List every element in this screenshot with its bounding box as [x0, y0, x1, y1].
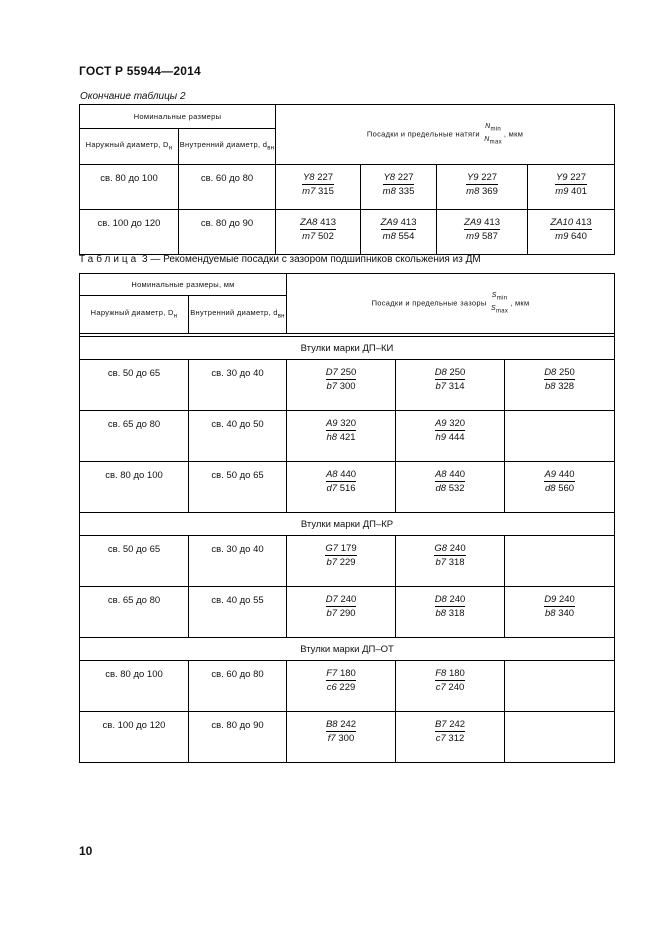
table2-caption: Окончание таблицы 2 — [80, 91, 186, 102]
fit-bottom — [300, 230, 336, 243]
group-title: Втулки марки ДП–ОТ — [80, 638, 615, 661]
max-value: 300 — [339, 381, 356, 392]
shaft-tolerance: c6 — [326, 682, 337, 693]
size-cell: св. 50 до 65 — [189, 462, 287, 513]
min-value: 440 — [340, 469, 357, 480]
shaft-tolerance: d7 — [326, 483, 338, 494]
fit-bottom — [464, 230, 500, 243]
fit-cell — [287, 661, 396, 712]
min-value: 240 — [340, 594, 357, 605]
table2-col-inner-sub: вн — [267, 145, 275, 152]
table3-caption — [79, 254, 481, 265]
fit-bottom — [550, 230, 591, 243]
min-value: 240 — [558, 594, 575, 605]
min-value: 227 — [481, 172, 498, 183]
table3-fits-header-prefix: Посадки и предельные зазоры — [371, 298, 487, 308]
table3-caption-text: 3 — Рекомендуемые посадки с зазором подшипников скольжения из ДМ — [142, 254, 481, 265]
group-title: Втулки марки ДП–КР — [80, 513, 615, 536]
max-value: 314 — [448, 381, 465, 392]
size-cell: св. 80 до 90 — [189, 712, 287, 763]
max-value: 318 — [448, 557, 465, 568]
fit-cell — [396, 587, 505, 638]
fit-bottom — [435, 380, 466, 393]
max-value: 300 — [338, 733, 355, 744]
fit-fraction — [435, 417, 465, 444]
table2-col-outer-sub: н — [168, 145, 173, 152]
min-value: 413 — [320, 217, 336, 228]
hole-tolerance: ZA9 — [380, 217, 398, 228]
table-row — [80, 210, 615, 255]
fit-fraction — [325, 542, 356, 569]
max-value: 340 — [558, 608, 575, 619]
size-cell: св. 100 до 120 — [80, 712, 189, 763]
size-cell: св. 40 до 50 — [189, 411, 287, 462]
shaft-tolerance: m9 — [555, 231, 569, 242]
fit-cell — [396, 360, 505, 411]
shaft-tolerance: b7 — [435, 381, 447, 392]
fit-top — [464, 216, 500, 230]
fit-cell — [287, 536, 396, 587]
min-value: 250 — [340, 367, 357, 378]
group-row — [80, 638, 615, 661]
table3-fits-unit: , мкм — [510, 298, 530, 308]
fit-top — [544, 366, 575, 380]
table2-nmin-sub: min — [490, 126, 502, 133]
fit-fraction — [544, 593, 575, 620]
hole-tolerance: D8 — [544, 367, 557, 378]
hole-tolerance: ZA9 — [464, 217, 482, 228]
size-cell: св. 65 до 80 — [80, 411, 189, 462]
fit-cell — [505, 411, 615, 462]
shaft-tolerance: d8 — [435, 483, 447, 494]
fit-top — [435, 417, 465, 431]
min-value: 320 — [449, 418, 466, 429]
max-value: 318 — [448, 608, 465, 619]
fit-top — [466, 171, 498, 185]
fit-bottom — [466, 185, 498, 198]
fit-fraction — [550, 216, 591, 243]
fit-top — [325, 542, 356, 556]
min-value: 242 — [449, 719, 466, 730]
table3-smin: S — [491, 292, 497, 300]
fit-bottom — [326, 681, 356, 694]
shaft-tolerance: b8 — [435, 608, 447, 619]
shaft-tolerance: c7 — [435, 682, 446, 693]
fit-cell — [528, 210, 615, 255]
fit-bottom — [434, 556, 465, 569]
fit-cell — [505, 360, 615, 411]
fit-top — [435, 366, 466, 380]
table3-nominal-header: Номинальные размеры, мм — [80, 274, 287, 296]
min-value: 440 — [449, 469, 466, 480]
hole-tolerance: B7 — [434, 719, 447, 730]
min-value: 413 — [400, 217, 417, 228]
max-value: 229 — [339, 682, 356, 693]
max-value: 532 — [448, 483, 465, 494]
fit-cell — [396, 661, 505, 712]
size-cell: св. 50 до 65 — [80, 536, 189, 587]
fit-cell — [505, 712, 615, 763]
size-cell: св. 80 до 100 — [80, 462, 189, 513]
table2-nmin: N — [485, 123, 491, 131]
size-cell: св. 80 до 100 — [80, 165, 179, 210]
hole-tolerance: F8 — [435, 668, 447, 679]
page-number: 10 — [79, 844, 93, 858]
fit-top — [381, 216, 417, 230]
fit-cell — [396, 411, 505, 462]
hole-tolerance: ZA8 — [300, 217, 318, 228]
hole-tolerance: A8 — [434, 469, 447, 480]
fit-cell — [276, 165, 361, 210]
fit-top — [550, 216, 591, 230]
table3-col-outer-sub: н — [173, 313, 178, 320]
fit-fraction — [434, 542, 465, 569]
table2-fits-fraction — [484, 122, 502, 147]
shaft-tolerance: f7 — [327, 733, 336, 744]
fit-cell — [287, 587, 396, 638]
fit-cell — [396, 536, 505, 587]
size-cell: св. 100 до 120 — [80, 210, 179, 255]
table2-col-outer-label: Наружный диаметр, D — [85, 139, 169, 149]
fit-bottom — [544, 482, 574, 495]
fit-top — [434, 542, 465, 556]
fit-fraction — [326, 593, 357, 620]
max-value: 290 — [339, 608, 356, 619]
shaft-tolerance: d8 — [544, 483, 556, 494]
shaft-tolerance: m8 — [466, 186, 480, 197]
shaft-tolerance: h9 — [435, 432, 447, 443]
fit-bottom — [302, 185, 334, 198]
table-row — [80, 712, 615, 763]
fit-fraction — [464, 216, 500, 243]
min-value: 413 — [484, 217, 500, 228]
size-cell: св. 80 до 100 — [80, 661, 189, 712]
shaft-tolerance: b7 — [326, 608, 338, 619]
table3-fits-header — [287, 274, 615, 334]
min-value: 227 — [397, 172, 414, 183]
shaft-tolerance: b7 — [326, 557, 338, 568]
fit-bottom — [435, 681, 465, 694]
shaft-tolerance: m7 — [302, 231, 316, 242]
min-value: 179 — [340, 543, 357, 554]
fit-top — [555, 171, 587, 185]
shaft-tolerance: m7 — [302, 186, 316, 197]
fit-fraction — [435, 468, 465, 495]
size-cell: св. 60 до 80 — [179, 165, 276, 210]
table3-smax-sub: max — [495, 307, 509, 314]
fit-fraction — [544, 468, 574, 495]
table-row — [80, 587, 615, 638]
fit-top — [383, 171, 415, 185]
fit-top — [326, 718, 356, 732]
min-value: 240 — [449, 543, 466, 554]
hole-tolerance: A9 — [544, 469, 557, 480]
fit-bottom — [326, 607, 357, 620]
fit-top — [544, 468, 574, 482]
max-value: 312 — [448, 733, 465, 744]
min-value: 180 — [339, 668, 356, 679]
fit-fraction — [326, 667, 356, 694]
hole-tolerance: Y9 — [555, 172, 568, 183]
fit-cell — [505, 587, 615, 638]
fit-bottom — [326, 431, 356, 444]
hole-tolerance: A9 — [325, 418, 338, 429]
fit-top — [326, 593, 357, 607]
fit-cell — [505, 462, 615, 513]
fit-bottom — [435, 607, 466, 620]
min-value: 250 — [558, 367, 575, 378]
table2-nmax-sub: max — [489, 138, 502, 145]
table2-fits-unit: , мкм — [503, 129, 524, 139]
hole-tolerance: Y8 — [302, 172, 315, 183]
fit-fraction — [435, 667, 465, 694]
size-cell: св. 30 до 40 — [189, 360, 287, 411]
min-value: 413 — [575, 217, 592, 228]
min-value: 227 — [317, 172, 334, 183]
max-value: 554 — [398, 231, 415, 242]
shaft-tolerance: b8 — [544, 381, 556, 392]
fit-bottom — [326, 732, 356, 745]
table-row — [80, 462, 615, 513]
fit-cell — [287, 462, 396, 513]
table3-col-inner-label: Внутренний диаметр, d — [190, 307, 278, 317]
fit-top — [326, 468, 356, 482]
table-row — [80, 360, 615, 411]
fit-cell — [437, 165, 528, 210]
min-value: 250 — [449, 367, 466, 378]
max-value: 516 — [339, 483, 356, 494]
fit-fraction — [326, 366, 357, 393]
shaft-tolerance: m9 — [555, 186, 569, 197]
max-value: 229 — [339, 557, 356, 568]
fit-cell — [276, 210, 361, 255]
table-row — [80, 411, 615, 462]
table3-col-inner — [189, 296, 287, 334]
fit-fraction — [302, 171, 334, 198]
fit-top — [435, 593, 466, 607]
table2 — [79, 104, 615, 255]
fit-fraction — [555, 171, 587, 198]
size-cell: св. 65 до 80 — [80, 587, 189, 638]
fit-bottom — [435, 732, 465, 745]
size-cell: св. 80 до 90 — [179, 210, 276, 255]
min-value: 440 — [558, 469, 575, 480]
fit-bottom — [435, 482, 465, 495]
hole-tolerance: Y9 — [466, 172, 479, 183]
min-value: 320 — [340, 418, 357, 429]
table2-nmax: N — [484, 135, 490, 143]
fit-bottom — [326, 380, 357, 393]
fit-fraction — [435, 593, 466, 620]
hole-tolerance: G7 — [325, 543, 339, 554]
fit-cell — [505, 536, 615, 587]
fit-bottom — [544, 380, 575, 393]
max-value: 502 — [318, 231, 334, 242]
fit-top — [326, 667, 356, 681]
fit-bottom — [544, 607, 575, 620]
table-row — [80, 661, 615, 712]
fit-fraction — [435, 718, 465, 745]
fit-fraction — [383, 171, 415, 198]
fit-fraction — [300, 216, 336, 243]
fit-bottom — [383, 185, 415, 198]
min-value: 227 — [570, 172, 587, 183]
table2-col-inner-label: Внутренний диаметр, d — [179, 139, 268, 149]
max-value: 401 — [571, 186, 587, 197]
shaft-tolerance: h8 — [326, 432, 338, 443]
group-row — [80, 513, 615, 536]
table3-smin-sub: min — [496, 295, 508, 302]
table2-col-inner — [179, 129, 276, 165]
max-value: 560 — [558, 483, 575, 494]
fit-top — [326, 417, 356, 431]
hole-tolerance: D8 — [434, 367, 447, 378]
max-value: 444 — [448, 432, 465, 443]
hole-tolerance: D7 — [325, 367, 338, 378]
fit-fraction — [544, 366, 575, 393]
table3-fits-fraction — [491, 291, 508, 316]
max-value: 240 — [448, 682, 465, 693]
fit-cell — [437, 210, 528, 255]
fit-bottom — [326, 482, 356, 495]
table3-smax: S — [490, 304, 496, 312]
fit-fraction — [326, 718, 356, 745]
fit-fraction — [326, 468, 356, 495]
size-cell: св. 60 до 80 — [189, 661, 287, 712]
shaft-tolerance: c7 — [435, 733, 446, 744]
size-cell: св. 40 до 55 — [189, 587, 287, 638]
shaft-tolerance: b7 — [435, 557, 447, 568]
max-value: 315 — [318, 186, 334, 197]
fit-bottom — [555, 185, 587, 198]
group-title: Втулки марки ДП–КИ — [80, 337, 615, 360]
table2-nominal-header: Номинальные размеры — [80, 105, 276, 129]
fit-top — [326, 366, 357, 380]
min-value: 180 — [448, 668, 465, 679]
size-cell: св. 30 до 40 — [189, 536, 287, 587]
hole-tolerance: ZA10 — [550, 217, 574, 228]
max-value: 335 — [398, 186, 415, 197]
hole-tolerance: D7 — [325, 594, 338, 605]
table3-col-outer — [80, 296, 189, 334]
fit-top — [300, 216, 336, 230]
hole-tolerance: A8 — [325, 469, 338, 480]
max-value: 328 — [558, 381, 575, 392]
document-header: ГОСТ Р 55944—2014 — [79, 64, 201, 78]
hole-tolerance: F7 — [326, 668, 338, 679]
fit-cell — [528, 165, 615, 210]
fit-bottom — [381, 230, 417, 243]
fit-fraction — [466, 171, 498, 198]
table2-fits-header — [276, 105, 615, 165]
table2-fits-header-prefix: Посадки и предельные натяги — [366, 129, 480, 139]
fit-cell — [287, 360, 396, 411]
fit-top — [435, 667, 465, 681]
max-value: 640 — [571, 231, 587, 242]
hole-tolerance: D8 — [434, 594, 447, 605]
table3-caption-label: Таблица — [79, 254, 140, 265]
max-value: 369 — [482, 186, 498, 197]
hole-tolerance: Y8 — [383, 172, 396, 183]
group-row — [80, 337, 615, 360]
shaft-tolerance: b7 — [326, 381, 338, 392]
fit-top — [435, 718, 465, 732]
table3-col-outer-label: Наружный диаметр, D — [90, 307, 174, 317]
fit-cell — [287, 411, 396, 462]
min-value: 240 — [449, 594, 466, 605]
fit-bottom — [435, 431, 465, 444]
fit-fraction — [435, 366, 466, 393]
fit-cell — [287, 712, 396, 763]
hole-tolerance: A9 — [434, 418, 447, 429]
size-cell: св. 50 до 65 — [80, 360, 189, 411]
fit-cell — [396, 462, 505, 513]
fit-cell — [505, 661, 615, 712]
fit-top — [544, 593, 575, 607]
fit-cell — [361, 210, 437, 255]
table3 — [79, 273, 615, 763]
table3-col-inner-sub: вн — [277, 313, 285, 320]
shaft-tolerance: b8 — [544, 608, 556, 619]
max-value: 421 — [339, 432, 356, 443]
hole-tolerance: G8 — [434, 543, 448, 554]
shaft-tolerance: m9 — [466, 231, 480, 242]
min-value: 242 — [340, 719, 357, 730]
fit-fraction — [381, 216, 417, 243]
max-value: 587 — [482, 231, 498, 242]
table2-col-outer — [80, 129, 179, 165]
hole-tolerance: D9 — [544, 594, 557, 605]
fit-top — [435, 468, 465, 482]
fit-top — [302, 171, 334, 185]
fit-cell — [361, 165, 437, 210]
fit-bottom — [325, 556, 356, 569]
shaft-tolerance: m8 — [382, 231, 396, 242]
shaft-tolerance: m8 — [382, 186, 396, 197]
table-row — [80, 165, 615, 210]
fit-cell — [396, 712, 505, 763]
table-row — [80, 536, 615, 587]
hole-tolerance: B8 — [325, 719, 338, 730]
fit-fraction — [326, 417, 356, 444]
